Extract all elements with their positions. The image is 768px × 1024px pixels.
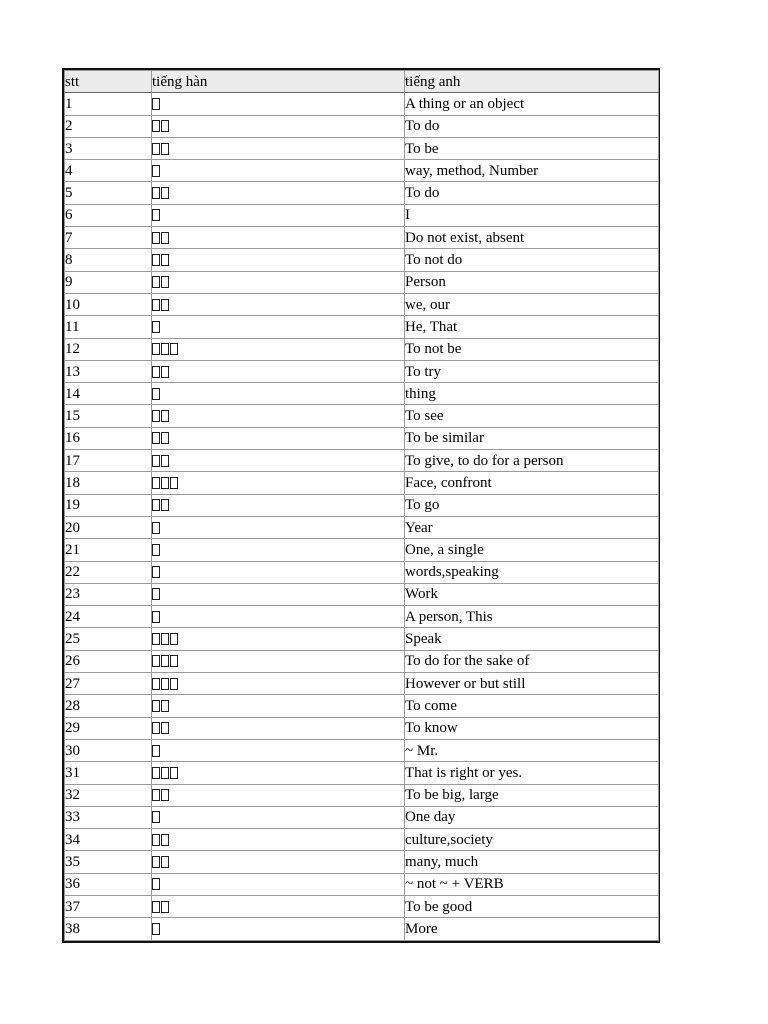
missing-glyph-icon: [152, 299, 160, 311]
missing-glyph-icon: [161, 767, 169, 779]
english-cell: Speak: [405, 628, 659, 650]
table-row: [65, 137, 659, 159]
missing-glyph-icon: [170, 477, 178, 489]
table-row: [65, 516, 659, 538]
missing-glyph-icon: [152, 343, 160, 355]
table-row: [65, 539, 659, 561]
missing-glyph-icon: [152, 120, 160, 132]
korean-cell: [152, 806, 405, 828]
english-cell: many, much: [405, 851, 659, 873]
missing-glyph-icon: [161, 432, 169, 444]
korean-cell: [152, 516, 405, 538]
missing-glyph-icon: [152, 901, 160, 913]
missing-glyph-icon: [152, 834, 160, 846]
row-number-cell: 23: [65, 583, 152, 605]
missing-glyph-icon: [161, 633, 169, 645]
korean-cell: [152, 383, 405, 405]
missing-glyph-icon: [161, 856, 169, 868]
row-number-cell: 37: [65, 895, 152, 917]
korean-cell: [152, 494, 405, 516]
table-row: [65, 204, 659, 226]
english-cell: To give, to do for a person: [405, 450, 659, 472]
missing-glyph-icon: [170, 678, 178, 690]
korean-cell: [152, 784, 405, 806]
row-number-cell: 3: [65, 137, 152, 159]
row-number-cell: 21: [65, 539, 152, 561]
table-row: [65, 360, 659, 382]
korean-cell: [152, 249, 405, 271]
missing-glyph-icon: [152, 388, 160, 400]
row-number-cell: 17: [65, 450, 152, 472]
row-number-cell: 38: [65, 918, 152, 940]
missing-glyph-icon: [152, 432, 160, 444]
table-row: [65, 695, 659, 717]
missing-glyph-icon: [152, 276, 160, 288]
vocabulary-table: [64, 70, 659, 941]
row-number-cell: 12: [65, 338, 152, 360]
table-row: [65, 316, 659, 338]
korean-cell: [152, 539, 405, 561]
header-row: [65, 71, 659, 93]
table-row: [65, 829, 659, 851]
row-number-cell: 14: [65, 383, 152, 405]
missing-glyph-icon: [161, 678, 169, 690]
missing-glyph-icon: [152, 499, 160, 511]
missing-glyph-icon: [161, 366, 169, 378]
row-number-cell: 4: [65, 160, 152, 182]
table-row: [65, 628, 659, 650]
missing-glyph-icon: [161, 499, 169, 511]
korean-cell: [152, 895, 405, 917]
header-korean: tiếng hàn: [152, 71, 405, 93]
korean-cell: [152, 673, 405, 695]
header-stt: stt: [65, 71, 152, 93]
table-row: [65, 450, 659, 472]
korean-cell: [152, 873, 405, 895]
table-row: [65, 650, 659, 672]
missing-glyph-icon: [152, 745, 160, 757]
english-cell: He, That: [405, 316, 659, 338]
english-cell: Work: [405, 583, 659, 605]
missing-glyph-icon: [161, 254, 169, 266]
english-cell: culture,society: [405, 829, 659, 851]
english-cell: One, a single: [405, 539, 659, 561]
row-number-cell: 33: [65, 806, 152, 828]
row-number-cell: 20: [65, 516, 152, 538]
missing-glyph-icon: [152, 722, 160, 734]
english-cell: To be big, large: [405, 784, 659, 806]
english-cell: To try: [405, 360, 659, 382]
english-cell: Year: [405, 516, 659, 538]
row-number-cell: 28: [65, 695, 152, 717]
korean-cell: [152, 204, 405, 226]
missing-glyph-icon: [152, 544, 160, 556]
english-cell: To be: [405, 137, 659, 159]
row-number-cell: 30: [65, 739, 152, 761]
missing-glyph-icon: [152, 811, 160, 823]
table-row: [65, 249, 659, 271]
table-row: [65, 873, 659, 895]
table-row: [65, 472, 659, 494]
row-number-cell: 24: [65, 606, 152, 628]
table-row: [65, 784, 659, 806]
english-cell: One day: [405, 806, 659, 828]
english-cell: To do: [405, 182, 659, 204]
table-row: [65, 561, 659, 583]
row-number-cell: 27: [65, 673, 152, 695]
missing-glyph-icon: [161, 789, 169, 801]
english-cell: I: [405, 204, 659, 226]
missing-glyph-icon: [152, 611, 160, 623]
table-row: [65, 918, 659, 940]
missing-glyph-icon: [152, 477, 160, 489]
missing-glyph-icon: [152, 321, 160, 333]
korean-cell: [152, 851, 405, 873]
korean-cell: [152, 739, 405, 761]
row-number-cell: 15: [65, 405, 152, 427]
korean-cell: [152, 137, 405, 159]
table-row: [65, 271, 659, 293]
missing-glyph-icon: [152, 455, 160, 467]
row-number-cell: 29: [65, 717, 152, 739]
missing-glyph-icon: [152, 566, 160, 578]
missing-glyph-icon: [161, 232, 169, 244]
missing-glyph-icon: [161, 834, 169, 846]
missing-glyph-icon: [161, 299, 169, 311]
missing-glyph-icon: [152, 588, 160, 600]
missing-glyph-icon: [152, 410, 160, 422]
row-number-cell: 25: [65, 628, 152, 650]
korean-cell: [152, 650, 405, 672]
row-number-cell: 2: [65, 115, 152, 137]
missing-glyph-icon: [152, 187, 160, 199]
korean-cell: [152, 405, 405, 427]
row-number-cell: 5: [65, 182, 152, 204]
english-cell: words,speaking: [405, 561, 659, 583]
missing-glyph-icon: [152, 923, 160, 935]
table-row: [65, 762, 659, 784]
row-number-cell: 9: [65, 271, 152, 293]
korean-cell: [152, 271, 405, 293]
korean-cell: [152, 829, 405, 851]
missing-glyph-icon: [161, 187, 169, 199]
missing-glyph-icon: [152, 232, 160, 244]
missing-glyph-icon: [152, 209, 160, 221]
table-row: [65, 806, 659, 828]
table-row: [65, 93, 659, 115]
row-number-cell: 10: [65, 293, 152, 315]
korean-cell: [152, 293, 405, 315]
english-cell: way, method, Number: [405, 160, 659, 182]
missing-glyph-icon: [161, 410, 169, 422]
english-cell: Person: [405, 271, 659, 293]
korean-cell: [152, 338, 405, 360]
english-cell: we, our: [405, 293, 659, 315]
row-number-cell: 36: [65, 873, 152, 895]
korean-cell: [152, 450, 405, 472]
korean-cell: [152, 717, 405, 739]
table-row: [65, 606, 659, 628]
korean-cell: [152, 316, 405, 338]
missing-glyph-icon: [161, 120, 169, 132]
english-cell: To do: [405, 115, 659, 137]
table-row: [65, 717, 659, 739]
missing-glyph-icon: [152, 789, 160, 801]
table-row: [65, 182, 659, 204]
row-number-cell: 34: [65, 829, 152, 851]
table-row: [65, 338, 659, 360]
english-cell: That is right or yes.: [405, 762, 659, 784]
row-number-cell: 19: [65, 494, 152, 516]
missing-glyph-icon: [152, 633, 160, 645]
missing-glyph-icon: [152, 143, 160, 155]
missing-glyph-icon: [170, 633, 178, 645]
english-cell: However or but still: [405, 673, 659, 695]
english-cell: Do not exist, absent: [405, 227, 659, 249]
english-cell: Face, confront: [405, 472, 659, 494]
english-cell: A thing or an object: [405, 93, 659, 115]
missing-glyph-icon: [152, 655, 160, 667]
korean-cell: [152, 93, 405, 115]
missing-glyph-icon: [152, 165, 160, 177]
english-cell: To see: [405, 405, 659, 427]
missing-glyph-icon: [152, 767, 160, 779]
missing-glyph-icon: [170, 343, 178, 355]
missing-glyph-icon: [161, 143, 169, 155]
missing-glyph-icon: [152, 678, 160, 690]
table-body: [65, 93, 659, 940]
korean-cell: [152, 227, 405, 249]
missing-glyph-icon: [161, 477, 169, 489]
missing-glyph-icon: [152, 522, 160, 534]
table-row: [65, 293, 659, 315]
row-number-cell: 1: [65, 93, 152, 115]
missing-glyph-icon: [161, 655, 169, 667]
table-row: [65, 494, 659, 516]
table-row: [65, 115, 659, 137]
table-row: [65, 160, 659, 182]
header-english: tiếng anh: [405, 71, 659, 93]
table-row: [65, 739, 659, 761]
english-cell: To know: [405, 717, 659, 739]
row-number-cell: 32: [65, 784, 152, 806]
vocabulary-sheet: [62, 68, 660, 943]
english-cell: To be good: [405, 895, 659, 917]
table-row: [65, 383, 659, 405]
korean-cell: [152, 472, 405, 494]
korean-cell: [152, 918, 405, 940]
korean-cell: [152, 762, 405, 784]
row-number-cell: 22: [65, 561, 152, 583]
korean-cell: [152, 115, 405, 137]
missing-glyph-icon: [170, 655, 178, 667]
row-number-cell: 8: [65, 249, 152, 271]
english-cell: ~ not ~ + VERB: [405, 873, 659, 895]
english-cell: ~ Mr.: [405, 739, 659, 761]
english-cell: To come: [405, 695, 659, 717]
korean-cell: [152, 628, 405, 650]
table-row: [65, 673, 659, 695]
missing-glyph-icon: [161, 455, 169, 467]
row-number-cell: 11: [65, 316, 152, 338]
row-number-cell: 13: [65, 360, 152, 382]
row-number-cell: 18: [65, 472, 152, 494]
table-row: [65, 583, 659, 605]
missing-glyph-icon: [161, 901, 169, 913]
missing-glyph-icon: [152, 366, 160, 378]
korean-cell: [152, 427, 405, 449]
english-cell: thing: [405, 383, 659, 405]
row-number-cell: 26: [65, 650, 152, 672]
missing-glyph-icon: [152, 700, 160, 712]
english-cell: To be similar: [405, 427, 659, 449]
english-cell: To go: [405, 494, 659, 516]
missing-glyph-icon: [161, 722, 169, 734]
row-number-cell: 31: [65, 762, 152, 784]
english-cell: To not be: [405, 338, 659, 360]
korean-cell: [152, 360, 405, 382]
row-number-cell: 35: [65, 851, 152, 873]
english-cell: A person, This: [405, 606, 659, 628]
table-row: [65, 427, 659, 449]
missing-glyph-icon: [152, 878, 160, 890]
row-number-cell: 7: [65, 227, 152, 249]
missing-glyph-icon: [161, 700, 169, 712]
table-row: [65, 227, 659, 249]
english-cell: To not do: [405, 249, 659, 271]
english-cell: To do for the sake of: [405, 650, 659, 672]
missing-glyph-icon: [152, 254, 160, 266]
korean-cell: [152, 182, 405, 204]
row-number-cell: 16: [65, 427, 152, 449]
korean-cell: [152, 606, 405, 628]
missing-glyph-icon: [152, 856, 160, 868]
missing-glyph-icon: [170, 767, 178, 779]
table-row: [65, 895, 659, 917]
table-row: [65, 405, 659, 427]
missing-glyph-icon: [161, 276, 169, 288]
english-cell: More: [405, 918, 659, 940]
korean-cell: [152, 695, 405, 717]
table-row: [65, 851, 659, 873]
korean-cell: [152, 160, 405, 182]
missing-glyph-icon: [161, 343, 169, 355]
row-number-cell: 6: [65, 204, 152, 226]
missing-glyph-icon: [152, 98, 160, 110]
korean-cell: [152, 561, 405, 583]
korean-cell: [152, 583, 405, 605]
